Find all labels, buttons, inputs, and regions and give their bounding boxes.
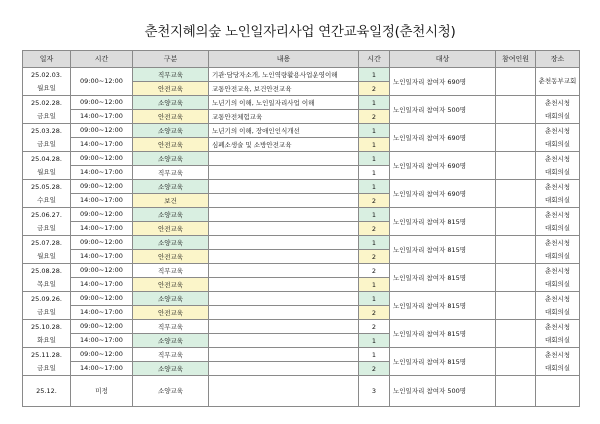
table-row (23, 96, 580, 110)
time-cell: 14:00~17:00 (71, 138, 133, 152)
table-row (23, 264, 580, 278)
date-line-2: 월요일 (37, 251, 56, 260)
category-cell: 안전교육 (133, 306, 209, 320)
col-header-date: 일자 (23, 51, 71, 68)
content-cell (209, 334, 359, 348)
participants-cell (496, 96, 536, 124)
place-line-2: 대회의실 (544, 251, 571, 260)
hours-cell: 2 (359, 250, 390, 264)
content-cell: 노년기의 이해, 장애인인식개선 (209, 124, 359, 138)
date-cell (23, 124, 71, 152)
time-cell: 미정 (71, 376, 133, 407)
date-cell (23, 320, 71, 348)
participants-cell (496, 320, 536, 348)
time-cell: 14:00~17:00 (71, 166, 133, 180)
date-line-1: 25.08.28. (30, 266, 62, 275)
time-cell: 14:00~17:00 (71, 110, 133, 124)
place-line-1: 춘천시청 (544, 154, 571, 163)
date-line-2: 금요일 (37, 363, 56, 372)
category-cell: 소양교육 (133, 124, 209, 138)
category-cell: 안전교육 (133, 278, 209, 292)
date-cell (23, 152, 71, 180)
place-line-1: 춘천시청 (544, 210, 571, 219)
place-cell (536, 236, 580, 264)
participants-cell (496, 292, 536, 320)
content-cell: 노년기의 이해, 노인일자리사업 이해 (209, 96, 359, 110)
hours-cell: 2 (359, 222, 390, 236)
date-cell (23, 236, 71, 264)
date-line-1: 25.03.28. (30, 126, 62, 135)
category-cell: 안전교육 (133, 82, 209, 96)
date-cell (23, 96, 71, 124)
category-cell: 소양교육 (133, 292, 209, 306)
target-cell: 노인일자리 참여자 815명 (390, 264, 496, 292)
place-cell (536, 348, 580, 376)
hours-cell: 1 (359, 124, 390, 138)
place-line-1: 춘천시청 (544, 322, 571, 331)
place-cell (536, 180, 580, 208)
place-cell (536, 292, 580, 320)
participants-cell (496, 348, 536, 376)
participants-cell (496, 208, 536, 236)
table-row (23, 208, 580, 222)
hours-cell: 1 (359, 208, 390, 222)
place-line-2: 대회의실 (544, 111, 571, 120)
content-cell (209, 278, 359, 292)
content-cell (209, 166, 359, 180)
content-cell (209, 362, 359, 376)
time-cell: 14:00~17:00 (71, 362, 133, 376)
date-line-2: 화요일 (37, 335, 56, 344)
place-cell (536, 96, 580, 124)
place-cell (536, 264, 580, 292)
category-cell: 안전교육 (133, 138, 209, 152)
category-cell: 소양교육 (133, 96, 209, 110)
table-row (23, 236, 580, 250)
table-row (23, 152, 580, 166)
schedule-body (23, 68, 580, 407)
date-line-1: 25.07.28. (30, 238, 62, 247)
time-cell: 09:00~12:00 (71, 236, 133, 250)
category-cell: 소양교육 (133, 208, 209, 222)
content-cell: 심폐소생술 및 소방안전교육 (209, 138, 359, 152)
date-line-2: 월요일 (37, 83, 56, 92)
col-header-category: 구분 (133, 51, 209, 68)
content-cell: 교통안전체험교육 (209, 110, 359, 124)
category-cell: 직무교육 (133, 264, 209, 278)
date-line-2: 금요일 (37, 307, 56, 316)
place-line-2: 대회의실 (544, 195, 571, 204)
category-cell: 직무교육 (133, 68, 209, 82)
col-header-time: 시간 (71, 51, 133, 68)
target-cell: 노인일자리 참여자 815명 (390, 320, 496, 348)
hours-cell: 1 (359, 96, 390, 110)
page-title: 춘천지혜의숲 노인일자리사업 연간교육일정(춘천시청) (144, 24, 456, 40)
date-line-1: 25.11.28. (30, 350, 62, 359)
target-cell: 노인일자리 참여자 690명 (390, 68, 496, 96)
content-cell (209, 152, 359, 166)
category-cell: 직무교육 (133, 166, 209, 180)
hours-cell: 1 (359, 278, 390, 292)
hours-cell: 3 (359, 376, 390, 407)
participants-cell (496, 68, 536, 96)
date-line-2: 수요일 (37, 195, 56, 204)
place-cell (536, 208, 580, 236)
place-line-1: 춘천시청 (544, 294, 571, 303)
target-cell: 노인일자리 참여자 500명 (390, 96, 496, 124)
date-cell (23, 376, 71, 407)
category-cell: 안전교육 (133, 110, 209, 124)
date-line-1: 25.02.03. (30, 70, 62, 79)
schedule-table (22, 50, 580, 407)
time-cell: 09:00~12:00 (71, 124, 133, 138)
hours-cell: 2 (359, 194, 390, 208)
content-cell (209, 348, 359, 362)
date-cell (23, 264, 71, 292)
hours-cell: 2 (359, 362, 390, 376)
content-cell: 기관·담당자소개, 노인역량활용사업운영이해 (209, 68, 359, 82)
participants-cell (496, 124, 536, 152)
place-line-1: 춘천동부교회 (538, 77, 577, 85)
time-cell: 14:00~17:00 (71, 250, 133, 264)
category-cell: 소양교육 (133, 376, 209, 407)
category-cell: 안전교육 (133, 250, 209, 264)
place-line-2: 대회의실 (544, 279, 571, 288)
time-cell: 09:00~12:00 (71, 264, 133, 278)
content-cell (209, 222, 359, 236)
target-cell: 노인일자리 참여자 815명 (390, 208, 496, 236)
table-row (23, 348, 580, 362)
time-cell: 14:00~17:00 (71, 222, 133, 236)
content-cell (209, 194, 359, 208)
category-cell: 안전교육 (133, 222, 209, 236)
hours-cell: 2 (359, 110, 390, 124)
col-header-hours: 시간 (359, 51, 390, 68)
date-line-2: 목요일 (37, 279, 56, 288)
category-cell: 소양교육 (133, 180, 209, 194)
time-cell: 09:00~12:00 (71, 292, 133, 306)
place-cell (536, 124, 580, 152)
target-cell: 노인일자리 참여자 690명 (390, 152, 496, 180)
date-line-1: 25.04.28. (30, 154, 62, 163)
col-header-participants: 참여인원 (496, 51, 536, 68)
place-line-1: 춘천시청 (544, 126, 571, 135)
participants-cell (496, 264, 536, 292)
date-line-1: 25.06.27. (30, 210, 62, 219)
category-cell: 소양교육 (133, 236, 209, 250)
content-cell (209, 264, 359, 278)
date-cell (23, 348, 71, 376)
hours-cell: 1 (359, 166, 390, 180)
content-cell: 교통안전교육, 보건안전교육 (209, 82, 359, 96)
col-header-target: 대상 (390, 51, 496, 68)
place-line-1: 춘천시청 (544, 182, 571, 191)
table-row (23, 68, 580, 82)
time-cell: 09:00~12:00 (71, 96, 133, 110)
participants-cell (496, 152, 536, 180)
col-header-content: 내용 (209, 51, 359, 68)
place-line-2: 대회의실 (544, 335, 571, 344)
table-row (23, 180, 580, 194)
target-cell: 노인일자리 참여자 690명 (390, 124, 496, 152)
place-line-2: 대회의실 (544, 307, 571, 316)
content-cell (209, 376, 359, 407)
place-line-1: 춘천시청 (544, 266, 571, 275)
place-line-2: 대회의실 (544, 223, 571, 232)
time-cell: 14:00~17:00 (71, 306, 133, 320)
date-cell (23, 292, 71, 320)
date-line-1: 25.12. (36, 386, 57, 395)
category-cell: 직무교육 (133, 320, 209, 334)
category-cell: 직무교육 (133, 348, 209, 362)
date-line-1: 25.02.28. (30, 98, 62, 107)
date-line-2: 월요일 (37, 167, 56, 176)
hours-cell: 1 (359, 152, 390, 166)
target-cell: 노인일자리 참여자 815명 (390, 236, 496, 264)
time-cell: 09:00~12:00 (71, 152, 133, 166)
hours-cell: 1 (359, 236, 390, 250)
place-cell (536, 376, 580, 407)
content-cell (209, 208, 359, 222)
place-line-1: 춘천시청 (544, 238, 571, 247)
content-cell (209, 236, 359, 250)
date-line-2: 금요일 (37, 139, 56, 148)
content-cell (209, 180, 359, 194)
category-cell: 보건 (133, 194, 209, 208)
place-cell (536, 152, 580, 180)
table-row (23, 376, 580, 407)
target-cell: 노인일자리 참여자 815명 (390, 348, 496, 376)
target-cell: 노인일자리 참여자 690명 (390, 180, 496, 208)
hours-cell: 1 (359, 180, 390, 194)
category-cell: 소양교육 (133, 362, 209, 376)
hours-cell: 2 (359, 320, 390, 334)
place-line-1: 춘천시청 (544, 350, 571, 359)
place-cell (536, 320, 580, 348)
place-line-2: 대회의실 (544, 167, 571, 176)
table-row (23, 292, 580, 306)
hours-cell: 1 (359, 334, 390, 348)
time-cell: 09:00~12:00 (71, 68, 133, 96)
table-row (23, 124, 580, 138)
time-cell: 09:00~12:00 (71, 180, 133, 194)
header-row (23, 51, 580, 68)
table-row (23, 320, 580, 334)
time-cell: 09:00~12:00 (71, 320, 133, 334)
content-cell (209, 306, 359, 320)
hours-cell: 1 (359, 138, 390, 152)
hours-cell: 2 (359, 264, 390, 278)
participants-cell (496, 180, 536, 208)
content-cell (209, 250, 359, 264)
time-cell: 14:00~17:00 (71, 278, 133, 292)
participants-cell (496, 376, 536, 407)
date-line-1: 25.05.28. (30, 182, 62, 191)
category-cell: 소양교육 (133, 152, 209, 166)
date-line-2: 금요일 (37, 111, 56, 120)
hours-cell: 2 (359, 82, 390, 96)
time-cell: 09:00~12:00 (71, 348, 133, 362)
date-cell (23, 208, 71, 236)
hours-cell: 1 (359, 348, 390, 362)
time-cell: 14:00~17:00 (71, 194, 133, 208)
hours-cell: 1 (359, 292, 390, 306)
participants-cell (496, 236, 536, 264)
place-line-2: 대회의실 (544, 363, 571, 372)
place-cell (536, 68, 580, 96)
content-cell (209, 292, 359, 306)
time-cell: 09:00~12:00 (71, 208, 133, 222)
date-line-2: 금요일 (37, 223, 56, 232)
hours-cell: 1 (359, 68, 390, 82)
place-line-1: 춘천시청 (544, 98, 571, 107)
target-cell: 노인일자리 참여자 500명 (390, 376, 496, 407)
place-line-2: 대회의실 (544, 139, 571, 148)
category-cell: 소양교육 (133, 334, 209, 348)
date-cell (23, 180, 71, 208)
hours-cell: 2 (359, 306, 390, 320)
date-line-1: 25.09.26. (30, 294, 62, 303)
date-line-1: 25.10.28. (30, 322, 62, 331)
date-cell (23, 68, 71, 96)
time-cell: 14:00~17:00 (71, 334, 133, 348)
target-cell: 노인일자리 참여자 815명 (390, 292, 496, 320)
col-header-place: 장소 (536, 51, 580, 68)
content-cell (209, 320, 359, 334)
